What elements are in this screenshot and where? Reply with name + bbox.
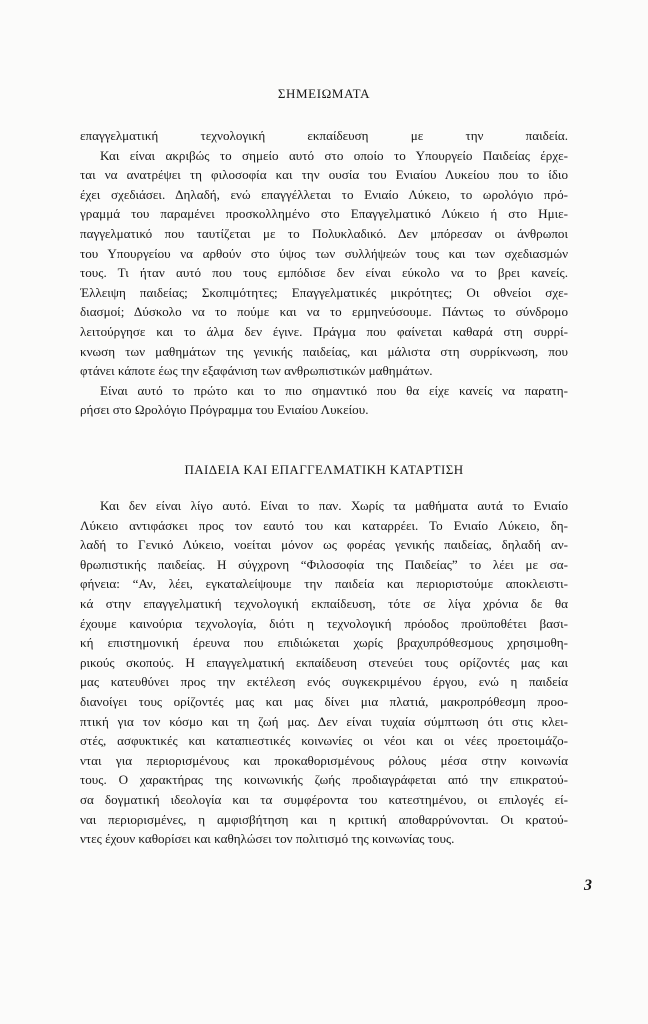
text-line: του Υπουργείου να αρθούν στο ύψος των συλλήψεών τους και των σχεδιασμών [80, 245, 568, 261]
text-line: τους. Τι ήταν αυτό που τους εμπόδισε δεν είναι εύκολο να το βρει κανείς. [80, 265, 568, 281]
text-line: Και είναι ακριβώς το σημείο αυτό στο οποίο το Υπουργείο Παιδείας έρχε- [100, 147, 568, 163]
text-line: Έλλειψη παιδείας; Σκοπιμότητες; Επαγγελματικές μικρότητες; Οι οθνείοι σχε- [80, 284, 568, 300]
text-line: μας κατευθύνει προς την εκτέλεση ενός συγκεκριμένου έργου, ενώ η παιδεία [80, 674, 568, 690]
text-line: τους. Ο χαρακτήρας της κοινωνικής ζωής προδιαγράφεται από την επικρατού- [80, 772, 568, 788]
text-line: Και δεν είναι λίγο αυτό. Είναι το παν. Χωρίς τα μαθήματα αυτά το Ενιαίο [100, 498, 568, 513]
running-head: ΣΗΜΕΙΩΜΑΤΑ [277, 86, 371, 101]
text-line: Είναι αυτό το πρώτο και το πιο σημαντικό που θα είχε κανείς να παρατη- [100, 382, 568, 398]
text-line: σα δογματική ιδεολογία και τα συμφέροντα του κατεστημένου, οι επιλογές εί- [80, 791, 568, 807]
text-block-notes [80, 126, 568, 420]
text-line: ται να ανατρέψει τη φιλοσοφία και την ουσία του Ενιαίου Λυκείου που το ίδιο [80, 167, 568, 183]
text-line: φτάνει κάποτε έως την εξαφάνιση των ανθρωπιστικών μαθημάτων. [80, 363, 433, 379]
text-line: κνωση των μαθημάτων της γενικής παιδείας, και μάλιστα στη συρρίκνωση, που [80, 343, 568, 359]
text-line: ντες έχουν καθορίσει και καθηλώσει τον πολιτισμό της κοινωνίας τους. [80, 831, 455, 847]
text-line: έχουμε καινούρια τεχνολογία, διότι η τεχνολογική πρόοδος προϋποθέτει βασι- [80, 615, 568, 631]
text-line: πτική για τον κόσμο και τη ζωή μας. Δεν είναι τυχαία σύμπτωση ότι στις κλει- [80, 713, 568, 729]
text-block-section [80, 496, 568, 849]
text-line: ναι περιορισμένες, η αμφισβήτηση και η κριτική αποθαρρύνονται. Οι κρατού- [80, 811, 568, 827]
text-line: ρήσει στο Ωρολόγιο Πρόγραμμα του Ενιαίου Λυκείου. [80, 402, 369, 418]
text-line: στές, ασφυκτικές και καταπιεστικές κοινωνίες οι νέοι και οι νέες προετοιμάζο- [80, 733, 568, 749]
page-number: 3 [584, 877, 592, 894]
text-line: διασμοί; Δύσκολο να το πούμε και να το ερμηνεύσουμε. Πάντως το σύνδρομο [80, 304, 568, 320]
text-line: κά στην επαγγελματική τεχνολογική εκπαίδευση, τότε σε λίγα χρόνια δε θα [80, 595, 568, 611]
text-line: διανοίγει τους ορίζοντές μας και μας δίνει μια πλατιά, μακροπρόθεσμη προο- [80, 693, 568, 709]
section-heading: ΠΑΙΔΕΙΑ ΚΑΙ ΕΠΑΓΓΕΛΜΑΤΙΚΗ ΚΑΤΑΡΤΙΣΗ [184, 462, 464, 477]
text-line: έχει σχεδιάσει. Δηλαδή, ενώ επαγγέλλεται το Ενιαίο Λύκειο, το ωρολόγιο πρό- [80, 186, 568, 202]
text-line: λειτούργησε και το άλμα δεν έγινε. Πράγμα που φαίνεται καθαρά στη συρρί- [80, 323, 568, 339]
text-line: Λύκειο αντιφάσκει προς τον εαυτό του και καταρρέει. Το Ενιαίο Λύκειο, δη- [80, 517, 568, 533]
text-line: νται για περιορισμένους και προκαθορισμένους ρόλους μέσα στην κοινωνία [80, 752, 568, 768]
text-line: θρωπιστικής παιδείας. Η σύγχρονη “Φιλοσοφία της Παιδείας” το λέει με σα- [80, 556, 568, 572]
text-line: παγγελματικό που ταυτίζεται με το Πολυκλαδικό. Δεν μπόρεσαν οι άνθρωποι [80, 225, 568, 241]
text-line: φήνεια: “Αν, λέει, εγκαταλείψουμε την παιδεία και περιοριστούμε αποκλειστι- [80, 576, 568, 592]
text-line: κή επιστημονική έρευνα που επιδιώκεται χωρίς βραχυπρόθεσμους χρησιμοθη- [80, 635, 568, 651]
text-line: ρικούς σκοπούς. Η επαγγελματική εκπαίδευση στενεύει τους ορίζοντές μας και [80, 654, 568, 670]
text-line: γραμμά του παραμένει προσκολλημένο στο Επαγγελματικό Λύκειο ή στο Ημιε- [80, 206, 568, 222]
text-line: λαδή το Γενικό Λύκειο, νοείται μόνον ως φορέας γενικής παιδείας, δηλαδή αν- [80, 537, 568, 553]
text-line: επαγγελματική τεχνολογική εκπαίδευση με την παιδεία. [80, 128, 568, 143]
